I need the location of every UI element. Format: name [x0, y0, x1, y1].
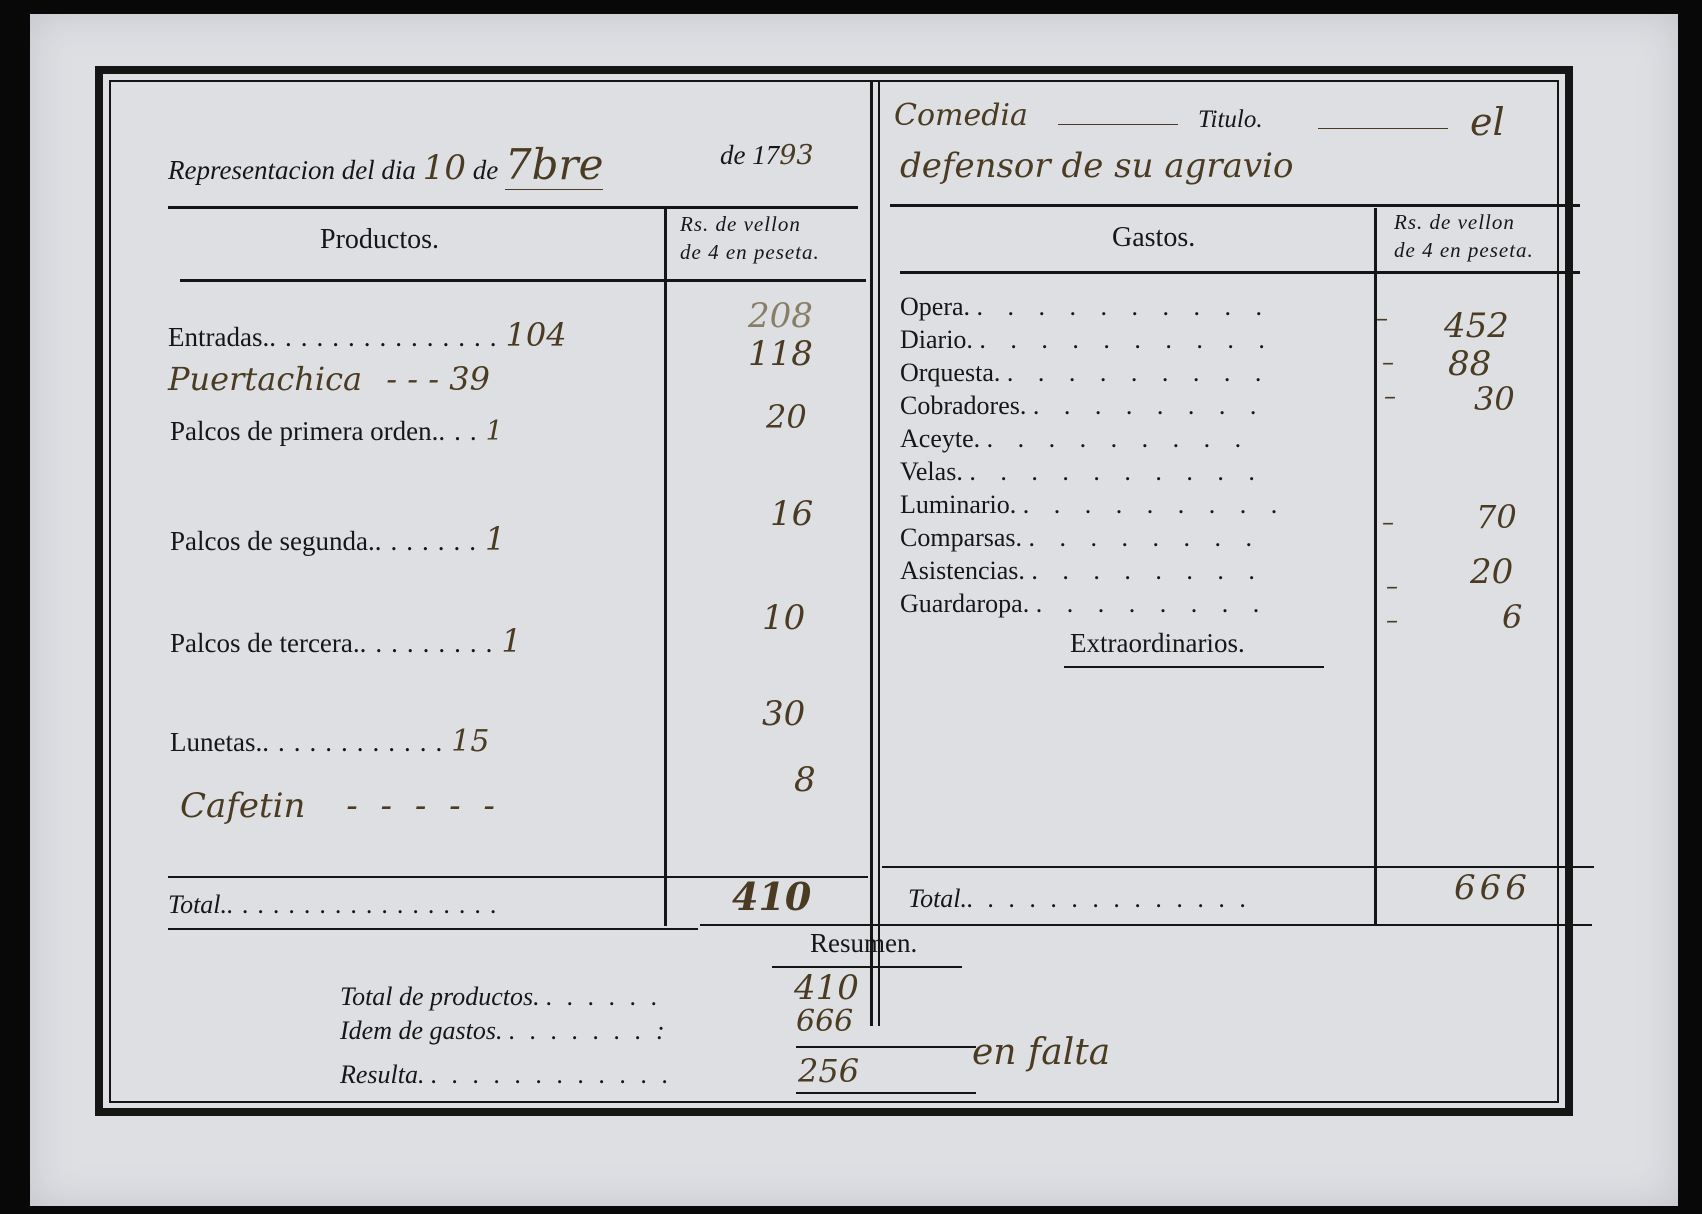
row-label: Luminario.	[900, 490, 1017, 519]
productos-total-row	[168, 890, 506, 920]
gastos-row	[900, 521, 1360, 554]
gastos-currency	[1394, 208, 1572, 264]
row-count: 1	[485, 416, 503, 447]
title-hand-2: defensor de su agravio	[900, 146, 1294, 186]
row-amount: 30	[762, 694, 806, 734]
header-rule-right	[890, 204, 1580, 207]
gastos-row	[900, 290, 1360, 323]
total-dots: . . . . . . . . . . . . . .	[967, 884, 1251, 913]
row-dots: - - -	[386, 360, 440, 398]
gastos-row	[900, 422, 1360, 455]
total-bottom-rule-right	[700, 924, 1592, 926]
resumen-heading: Resumen.	[810, 928, 918, 958]
dash-mark: –	[1386, 606, 1398, 634]
row-dots: ...............	[269, 322, 506, 352]
row-count: 1	[501, 622, 522, 660]
row-label: Comparsas.	[900, 523, 1023, 552]
row-dots: . . . . . . . . .	[1006, 358, 1271, 387]
gastos-amount: 88	[1448, 344, 1492, 384]
productos-row	[180, 786, 501, 826]
row-count: 104	[505, 316, 567, 354]
gastos-amount: 452	[1444, 306, 1509, 346]
comedia-hand: Comedia	[894, 98, 1028, 133]
productos-total-amount: 410	[732, 874, 812, 919]
row-dots: . . . . . . . .	[1032, 391, 1266, 420]
row-label: Cafetin	[180, 786, 306, 826]
row-label: Guardaropa.	[900, 589, 1030, 618]
row-amount: 8	[794, 760, 816, 800]
title-hand-1: el	[1470, 100, 1505, 144]
row-dots: . . . . . . . . . .	[969, 457, 1264, 486]
row-label: Cobradores.	[900, 391, 1027, 420]
total-label: Total.	[908, 884, 968, 913]
row-dots: . . . . . . . . . . . .	[431, 1060, 673, 1089]
titulo-underline-right	[1318, 128, 1448, 129]
gastos-row	[900, 323, 1360, 356]
total-label: Total.	[168, 890, 228, 919]
resumen-note-hand: en falta	[972, 1032, 1111, 1073]
row-amount: 10	[762, 598, 806, 638]
row-label: Diario.	[900, 325, 973, 354]
dash-mark: –	[1382, 348, 1394, 376]
year-line	[720, 140, 814, 171]
row-label: Idem de gastos.	[340, 1016, 503, 1045]
gastos-amount: 20	[1470, 552, 1514, 592]
column-head-rule-left	[180, 279, 866, 282]
row-amount: 208	[748, 296, 813, 336]
productos-row	[170, 416, 503, 447]
gastos-currency-line1: Rs. de vellon	[1394, 210, 1515, 234]
total-dots: ..................	[227, 890, 507, 919]
row-dots: ...	[438, 416, 486, 446]
titulo-underline-left	[1058, 124, 1178, 125]
row-dots: . . . . . . . . .	[1022, 490, 1287, 519]
gastos-amount: 70	[1476, 498, 1517, 536]
gastos-amount: 30	[1474, 380, 1515, 418]
gastos-currency-line2: de 4 en peseta.	[1394, 238, 1534, 262]
row-dots: . . . . . . . . . .	[976, 292, 1272, 321]
gastos-amount: 6	[1502, 598, 1523, 636]
header-rule-left	[168, 206, 858, 209]
year-prefix: de 17	[720, 140, 780, 170]
row-dots: ............	[262, 727, 452, 757]
row-dots: . . . . . .	[546, 982, 662, 1011]
dash-mark: –	[1384, 382, 1396, 410]
row-dots: . . . . . . . .	[1035, 589, 1269, 618]
productos-currency-line2: de 4 en peseta.	[680, 240, 820, 264]
gastos-row	[900, 488, 1360, 521]
representation-label: Representacion del dia	[168, 155, 416, 185]
row-count: 1	[484, 520, 506, 558]
row-label: Aceyte.	[900, 424, 981, 453]
gastos-row	[900, 389, 1360, 422]
row-dots: .......	[374, 526, 485, 556]
representation-line	[168, 140, 603, 189]
resumen-row	[340, 982, 662, 1012]
resulta-top-rule	[796, 1046, 976, 1048]
row-label: Total de productos.	[340, 982, 540, 1011]
row-label: Velas.	[900, 457, 963, 486]
row-dots: . . . . . . . .	[1031, 556, 1264, 585]
resulta-bottom-rule	[796, 1092, 976, 1094]
productos-heading: Productos.	[320, 224, 439, 255]
dash-mark: –	[1382, 508, 1394, 536]
productos-currency-line1: Rs. de vellon	[680, 212, 801, 236]
productos-row	[168, 316, 567, 354]
gastos-row	[900, 554, 1360, 587]
row-count: 39	[449, 360, 490, 398]
day-value: 10	[422, 148, 466, 188]
row-label: Resulta.	[340, 1060, 425, 1089]
center-divider-double	[878, 82, 880, 1026]
row-label: Asistencias.	[900, 556, 1025, 585]
row-label: Palcos de segunda.	[170, 526, 375, 556]
resumen-row	[340, 1060, 673, 1090]
row-dots: . . . . . . . . .	[986, 424, 1251, 453]
gastos-list	[900, 290, 1360, 620]
row-dots: - - - - -	[346, 786, 501, 826]
dash-mark: –	[1376, 304, 1388, 332]
row-amount: 118	[748, 334, 813, 374]
gastos-row	[900, 587, 1360, 620]
extraordinarios-rule	[1064, 666, 1324, 668]
gastos-total-amount: 666	[1454, 868, 1531, 908]
row-amount: 20	[766, 398, 807, 436]
productos-amount-divider	[664, 208, 667, 926]
row-label: Orquesta.	[900, 358, 1001, 387]
row-label: Puertachica	[168, 360, 363, 398]
gastos-total-row	[908, 884, 1251, 914]
resumen-row	[340, 1016, 669, 1046]
productos-row	[170, 724, 489, 759]
gastos-row	[900, 455, 1360, 488]
center-divider-top	[870, 82, 873, 1026]
total-bottom-rule-left	[168, 928, 698, 930]
row-dots: .........	[359, 628, 502, 658]
column-head-rule-right	[900, 271, 1580, 274]
gastos-row	[900, 356, 1360, 389]
titulo-label: Titulo.	[1198, 106, 1263, 133]
row-count: 15	[451, 724, 490, 759]
resumen-amount: 256	[798, 1052, 860, 1090]
row-dots: . . . . . . . :	[508, 1016, 669, 1045]
resumen-amount: 666	[796, 1004, 854, 1039]
row-dots: . . . . . . . .	[1028, 523, 1262, 552]
row-amount: 16	[770, 494, 814, 534]
gastos-heading: Gastos.	[1112, 222, 1196, 253]
row-label: Palcos de tercera.	[170, 628, 360, 658]
resumen-amount: 410	[794, 968, 859, 1008]
row-label: Opera.	[900, 292, 971, 321]
row-label: Palcos de primera orden.	[170, 416, 439, 446]
productos-row	[168, 360, 490, 398]
de-label: de	[472, 155, 499, 185]
year-hand: 93	[779, 140, 814, 171]
extraordinarios-label: Extraordinarios.	[1070, 628, 1245, 658]
row-label: Entradas.	[168, 322, 270, 352]
month-value: 7bre	[504, 140, 604, 189]
row-label: Lunetas.	[170, 727, 263, 757]
productos-currency	[680, 210, 856, 266]
productos-row	[170, 622, 522, 660]
productos-row	[170, 520, 505, 558]
dash-mark: –	[1386, 572, 1398, 600]
row-dots: . . . . . . . . . .	[979, 325, 1274, 354]
